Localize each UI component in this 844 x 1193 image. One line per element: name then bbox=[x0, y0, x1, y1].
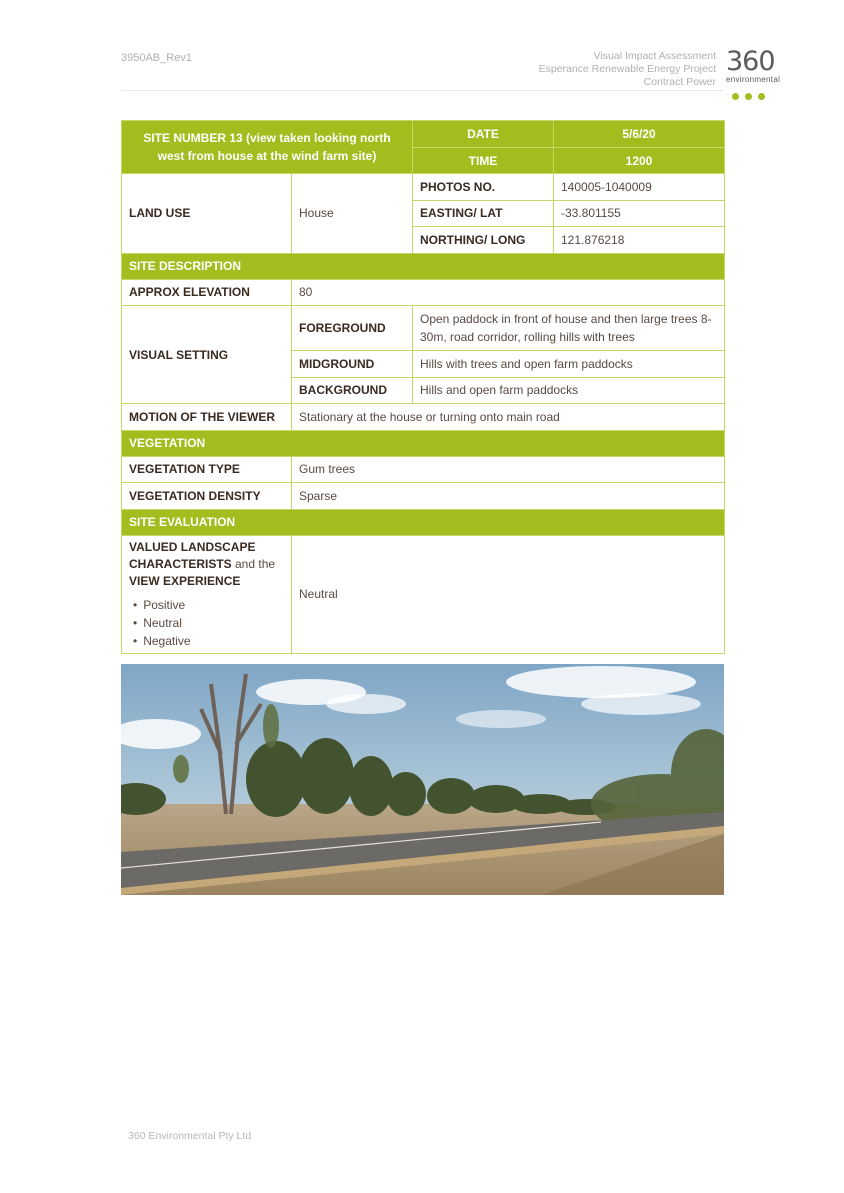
site-title: SITE NUMBER 13 (view taken looking north west from house at the wind farm site) bbox=[122, 121, 413, 174]
logo-dots-icon bbox=[732, 87, 806, 105]
time-label: TIME bbox=[413, 148, 554, 174]
company-logo bbox=[726, 46, 806, 96]
valued-landscape-cell bbox=[122, 535, 292, 653]
foreground-value: Open paddock in front of house and then large trees 8-30m, road corridor, rolling hills with trees bbox=[413, 306, 725, 351]
header-line: Esperance Renewable Energy Project bbox=[538, 63, 716, 75]
site-description-heading: SITE DESCRIPTION bbox=[122, 253, 725, 279]
easting-value: -33.801155 bbox=[554, 200, 725, 227]
logo-number: 360 bbox=[726, 46, 775, 77]
valued-landscape-title-part3: VIEW EXPERIENCE bbox=[129, 573, 241, 588]
date-value: 5/6/20 bbox=[554, 121, 725, 148]
time-value: 1200 bbox=[554, 148, 725, 174]
elevation-value: 80 bbox=[292, 279, 725, 306]
motion-value: Stationary at the house or turning onto main road bbox=[292, 404, 725, 431]
list-item: • Positive bbox=[129, 596, 284, 614]
list-item: • Negative bbox=[129, 632, 284, 650]
northing-label: NORTHING/ LONG bbox=[413, 227, 554, 254]
foreground-label: FOREGROUND bbox=[292, 306, 413, 351]
evaluation-options-list bbox=[129, 596, 284, 650]
valued-landscape-title bbox=[129, 539, 284, 590]
land-use-value: House bbox=[292, 174, 413, 254]
site-evaluation-heading: SITE EVALUATION bbox=[122, 509, 725, 535]
vegetation-type-value: Gum trees bbox=[292, 456, 725, 483]
footer-company: 360 Environmental Pty Ltd bbox=[128, 1130, 252, 1142]
visual-setting-label: VISUAL SETTING bbox=[122, 306, 292, 404]
header-project-info bbox=[539, 50, 716, 89]
vegetation-heading: VEGETATION bbox=[122, 430, 725, 456]
photos-value: 140005-1040009 bbox=[554, 174, 725, 201]
valued-landscape-title-part2: and the bbox=[231, 556, 276, 571]
logo-word: environmental bbox=[726, 75, 781, 84]
date-label: DATE bbox=[413, 121, 554, 148]
site-photo bbox=[121, 664, 724, 895]
midground-value: Hills with trees and open farm paddocks bbox=[413, 351, 725, 378]
header-line: Visual Impact Assessment bbox=[593, 50, 716, 62]
easting-label: EASTING/ LAT bbox=[413, 200, 554, 227]
header-line: Contract Power bbox=[643, 76, 716, 88]
land-use-label: LAND USE bbox=[122, 174, 292, 254]
document-reference: 3950AB_Rev1 bbox=[121, 52, 192, 64]
vegetation-density-label: VEGETATION DENSITY bbox=[122, 483, 292, 510]
header-divider bbox=[121, 90, 723, 91]
elevation-label: APPROX ELEVATION bbox=[122, 279, 292, 306]
motion-label: MOTION OF THE VIEWER bbox=[122, 404, 292, 431]
valued-landscape-value: Neutral bbox=[292, 535, 725, 653]
list-item: • Neutral bbox=[129, 614, 284, 632]
background-value: Hills and open farm paddocks bbox=[413, 377, 725, 404]
vegetation-type-label: VEGETATION TYPE bbox=[122, 456, 292, 483]
northing-value: 121.876218 bbox=[554, 227, 725, 254]
site-assessment-table bbox=[121, 120, 725, 654]
midground-label: MIDGROUND bbox=[292, 351, 413, 378]
vegetation-density-value: Sparse bbox=[292, 483, 725, 510]
photos-label: PHOTOS NO. bbox=[413, 174, 554, 201]
background-label: BACKGROUND bbox=[292, 377, 413, 404]
valued-landscape-title-part1: VALUED LANDSCAPE CHARACTERISTS bbox=[129, 539, 256, 571]
